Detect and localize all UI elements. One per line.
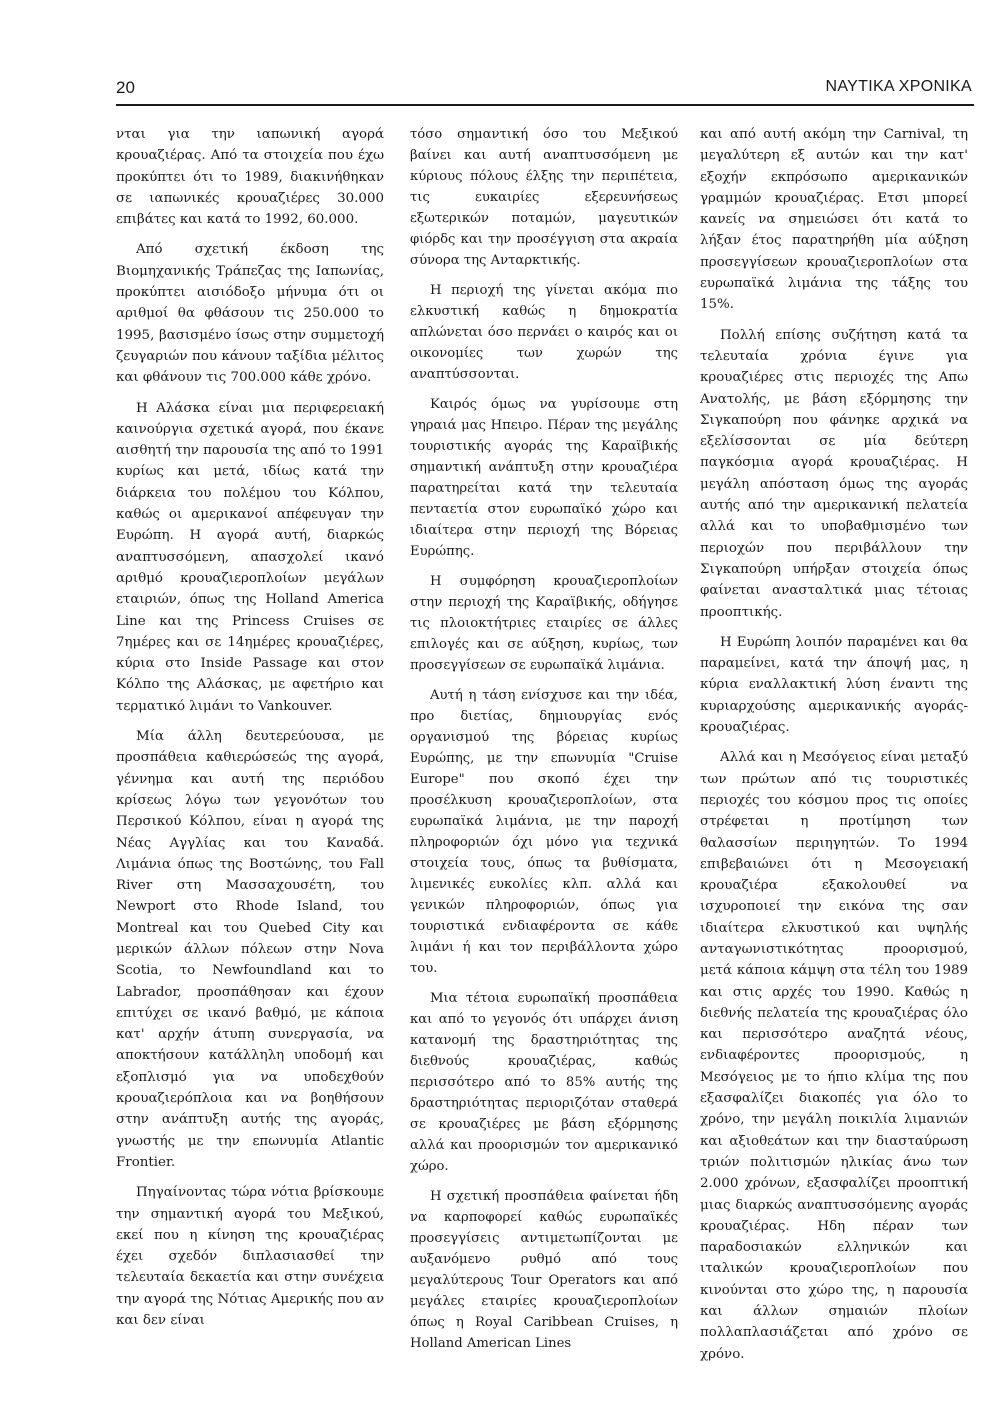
paragraph: Καιρός όμως να γυρίσουμε στη γηραιά μας Ηπειρο. Πέραν της μεγάλης τουριστικής αγοράς της Καραϊβικής σημαντική ανάπτυξη στην κρουαζιέρα παρατηρείται κατά την τελευταία πενταετία στον ευρωπαϊκό χώρο και ιδιαίτερα στην περιοχή της Βόρειας Ευρώπης.	[410, 397, 678, 559]
paragraph: Από σχετική έκδοση της Βιομηχανικής Τράπεζας της Ιαπωνίας, προκύπτει αισιόδοξο μήνυμα ότι οι αριθμοί θα φθάσουν τις 250.000 το 1995, βασισμένο ίσως στην συμμετοχή ζευγαριών που κάνουν ταξίδια μέλιτος και φθάνουν τις 700.000 κάθε χρόνο.	[116, 242, 384, 386]
paragraph: Η Αλάσκα είναι μια περιφερειακή καινούργια σχετικά αγορά, που έκανε αισθητή την παρουσία της από το 1991 κυρίως και μετά, ιδίως κατά την διάρκεια του πολέμου του Κόλπου, καθώς οι αμερικανοί απέφευγαν την Ευρώπη. Η αγορά αυτή, διαρκώς αναπτυσσόμενη, απασχολεί ικανό αριθμό κρουαζιεροπλοίων μεγάλων εταιριών, όπως της Holland America Line και της Princess Cruises σε 7ημέρες και σε 14ημέρες κρουαζιέρες, κύρια στο Inside Passage και στον Κόλπο της Αλάσκας, με αφετήριο και τερματικό λιμάνι το Vankouver.	[116, 400, 384, 714]
publication-title: ΝΑΥΤΙΚΑ ΧΡΟΝΙΚΑ	[825, 78, 972, 95]
page-header	[116, 76, 974, 106]
paragraph: Αυτή η τάση ενίσχυσε και την ιδέα, προ διετίας, δημιουργίας ενός οργανισμού της βόρειας κυρίως Ευρώπης, με την επωνυμία "Cruise Europe" που σκοπό έχει την προσέλκυση κρουαζιεροπλοίων, στα ευρωπαϊκά λιμάνια, με την παροχή πληροφοριών όχι μόνο για τεχνικά στοιχεία τους, όπως τα βυθίσματα, λιμενικές ευκολίες κλπ. αλλά και γενικών πληροφοριών, όπως για τουριστικά ενδιαφέροντα σε κάθε λιμάνι ή και τον περιβάλλοντα χώρο του.	[410, 688, 678, 976]
page-number: 20	[116, 78, 135, 97]
paragraph: Η περιοχή της γίνεται ακόμα πιο ελκυστική καθώς η δημοκρατία απλώνεται όσο περνάει ο καιρός και οι οικονομίες των χωρών της αναπτύσσονται.	[410, 283, 678, 382]
paragraph: νται για την ιαπωνική αγορά κρουαζιέρας. Από τα στοιχεία που έχω προκύπτει ότι το 1989, διακινήθηκαν σε ιαπωνικές κρουαζιέρες 30.000 επιβάτες και κατά το 1992, 60.000.	[116, 127, 384, 228]
paragraph: τόσο σημαντική όσο του Μεξικού βαίνει και αυτή αναπτυσσόμενη με κύριους πόλους έλξης την περιπέτεια, τις ευκαιρίες εξερευνήσεως εξωτερικών ποταμών, μαγευτικών φιόρδς και την προσέγγιση στα ακραία σύνορα της Ανταρκτικής.	[410, 127, 678, 268]
paragraph: Η σχετική προσπάθεια φαίνεται ήδη να καρποφορεί καθώς ευρωπαϊκές προσεγγίσεις αντιμετωπίζονται με αυξανόμενο ρυθμό από τους μεγαλύτερους Tour Operators και από μεγάλες εταιρίες κρουαζιεροπλοίων όπως η Royal Caribbean Cruises, η Holland American Lines	[410, 1189, 678, 1351]
text-column-2	[410, 124, 678, 1363]
paragraph: Πολλή επίσης συζήτηση κατά τα τελευταία χρόνια έγινε για κρουαζιέρες στις περιοχές της Απω Ανατολής, με βάση εξόρμησης την Σιγκαπούρη που φάνηκε αρχικά να εξελίσσονται σε μία δεύτερη παγκόσμια αγορά κρουαζιέρας. Η μεγάλη απόσταση όμως της αγοράς αυτής από την αμερικανική πελατεία αλλά και το υποβαθμισμένο των περιοχών που περιβάλλουν την Σιγκαπούρη υπήρξαν στοιχεία όπως φαίνεται ανασταλτικά μιας τέτοιας προοπτικής.	[700, 327, 968, 620]
paragraph: Αλλά και η Μεσόγειος είναι μεταξύ των πρώτων από τις τουριστικές περιοχές του κόσμου προς τις οποίες στρέφεται η προτίμηση των θαλασσίων περιηγητών. Το 1994 επιβεβαιώνει ότι η Μεσογειακή κρουαζιέρα εξακολουθεί να ισχυροποιεί την εικόνα της σαν ιδιαίτερα ελκυστικού και υψηλής ανταγωνιστικότητας προορισμού, μετά κάποια κάμψη στα τέλη του 1989 και στις αρχές του 1990. Καθώς η διεθνής πελατεία της κρουαζιέρας όλο και περισσότερο αναζητά νέους, ενδιαφέροντες προορισμούς, η Μεσόγειος με το ήπιο κλίμα της που εξασφαλίζει διακοπές για όλο το χρόνο, την μεγάλη ποικιλία λιμανιών και αξιοθεάτων και την διασταύρωση τριών πολιτισμών ηλικίας άνω των 2.000 χρόνων, εξασφαλίζει προοπτική μιας διαρκώς αναπτυσσόμενης αγοράς κρουαζιέρας. Ηδη πέραν των παραδοσιακών ελληνικών και ιταλικών κρουαζιεροπλοίων που κινούνται στο χώρο της, η παρουσία και άλλων σημαιών πλοίων πολλαπλασιάζεται από χρόνο σε χρόνο.	[700, 750, 968, 1362]
paragraph: Μια τέτοια ευρωπαϊκή προσπάθεια και από το γεγονός ότι υπάρχει άνιση κατανομή της δραστηριότητας της διεθνούς κρουαζιέρας, καθώς περισσότερο από το 85% αυτής της δραστηριότητας περιοριζόταν σταθερά σε κρουαζιέρες με βάση εξόρμησης αλλά και προορισμών τον αμερικανικό χώρο.	[410, 991, 678, 1174]
paragraph: Μία άλλη δευτερεύουσα, με προσπάθεια καθιερώσεώς της αγορά, γέννημα και αυτή της περιόδου κρίσεως λόγω των γεγονότων του Περσικού Κόλπου, είναι η αγορά της Νέας Αγγλίας και του Καναδά. Λιμάνια όπως της Βοστώνης, του Fall River στη Μασσαχουσέτη, του Newport στο Rhode Island, του Montreal και του Quebed City και μερικών άλλων πόλεων στην Nova Scotia, το Newfoundland και το Labrador, προσπάθησαν και έχουν επιτύχει σε ικανό βαθμό, με κάποια κατ' αρχήν άτυπη συνεργασία, να αποκτήσουν κατάλληλη υποδομή και εξοπλισμό για να υποδεχθούν κρουαζιερόπλοια και να βοηθήσουν στην ανάπτυξη αυτής της αγοράς, γνωστής με την επωνυμία Atlantic Frontier.	[116, 729, 384, 1170]
paragraph: Η συμφόρηση κρουαζιεροπλοίων στην περιοχή της Καραϊβικής, οδήγησε τις πλοιοκτήτριες εταιρίες σε άλλες επιλογές και σε αύξηση, κυρίως, των προσεγγίσεων σε ευρωπαϊκά λιμάνια.	[410, 574, 678, 673]
paragraph: Πηγαίνοντας τώρα νότια βρίσκουμε την σημαντική αγορά του Μεξικού, εκεί που η κίνηση της κρουαζιέρας έχει σχεδόν διπλασιασθεί την τελευταία δεκαετία και στην συνέχεια την αγορά της Νότιας Αμερικής που αν και δεν είναι	[116, 1185, 384, 1329]
paragraph: και από αυτή ακόμη την Carnival, τη μεγαλύτερη εξ αυτών και την κατ' εξοχήν εκπρόσωπο αμερικανικών γραμμών κρουαζιέρας. Ετσι μπορεί κανείς να σημειώσει ότι κατά το λήξαν έτος παρατηρήθη μία αύξηση προσεγγίσεων κρουαζιεροπλοίων στα ευρωπαϊκά λιμάνια της τάξης του 15%.	[700, 127, 968, 313]
paragraph: Η Ευρώπη λοιπόν παραμένει και θα παραμείνει, κατά την άποψή μας, η κύρια εναλλακτική λύση έναντι της κυριαρχούσης αμερικανικής αγοράς-κρουαζιέρας.	[700, 634, 968, 736]
text-column-3	[700, 124, 968, 1374]
text-column-1	[116, 124, 384, 1340]
